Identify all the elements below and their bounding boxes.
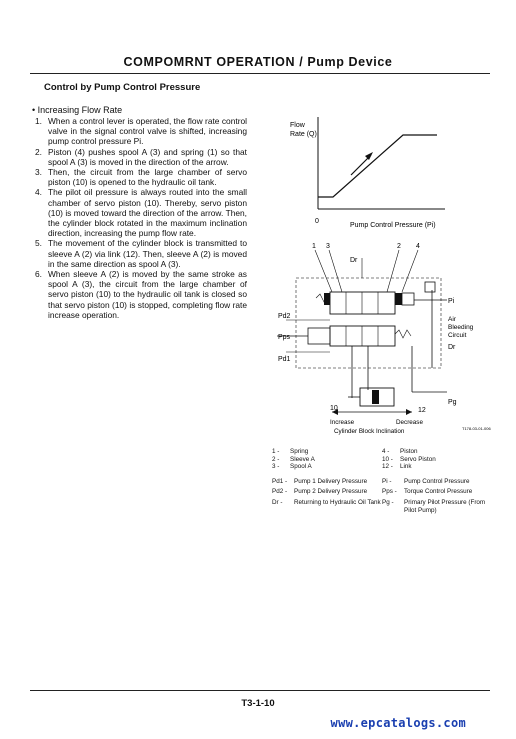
figure-id: T178-03-01-006 <box>462 426 491 431</box>
callout-pd1: Pd1 <box>278 356 291 363</box>
decrease-label: Decrease <box>396 419 423 426</box>
increase-label: Increase <box>330 419 355 426</box>
step-text: Piston (4) pushes spool A (3) and spring (1) so that spool A (3) is moved in the direction of the arrow. <box>48 146 247 167</box>
header-rule <box>30 73 490 74</box>
legend-row <box>272 499 492 514</box>
legend-value: Link <box>400 463 412 471</box>
page-title: COMPOMRNT OPERATION / Pump Device <box>123 55 393 69</box>
legend-key: Pi - <box>382 477 392 485</box>
step-text: The movement of the cylinder block is transmitted to sleeve A (2) via link (12). Then, sleeve A (2) is moved in the same direction as spool A (3). <box>48 238 247 269</box>
flow-rate-graph <box>285 115 495 235</box>
legend-key: Pd2 - <box>272 488 288 496</box>
flow-curve <box>318 135 437 197</box>
step-item <box>35 116 247 147</box>
graph-y-label: Flow <box>290 122 305 129</box>
callout-pi: Pi <box>448 298 455 305</box>
step-item <box>35 269 247 320</box>
graph-x-label: Pump Control Pressure (Pi) <box>350 222 436 229</box>
callout-dr-top: Dr <box>350 257 358 264</box>
step-text: The pilot oil pressure is always routed into the small chamber of servo piston (10). Thereby, servo piston (10) is moved toward the direction of the arrow. Then, the cylinder block rotated in the maximum inclination direction, increasing the pump flow rate. <box>48 187 247 239</box>
legend-value: Sleeve A <box>290 455 315 463</box>
legend-row <box>272 456 492 464</box>
page-number: T3-1-10 <box>241 698 275 709</box>
step-number: 4. <box>35 187 42 198</box>
legend-key: Dr - <box>272 498 283 506</box>
legend-key: Pps - <box>382 488 397 496</box>
step-item <box>35 187 247 238</box>
regulator-housing <box>296 278 441 368</box>
legend-key: Pg - <box>382 498 394 506</box>
legend-value: Pump Control Pressure <box>404 477 470 485</box>
step-text: When a control lever is operated, the flow rate control valve in the signal control valve is shifted, increasing pump control pressure Pi. <box>48 116 247 147</box>
legend-row <box>272 488 492 496</box>
callout-pps: Pps <box>278 334 291 341</box>
callout-pg: Pg <box>448 399 457 406</box>
graph-origin: 0 <box>315 218 319 225</box>
legend-row <box>272 448 492 456</box>
legend-value: Servo Piston <box>400 455 436 463</box>
callout-10: 10 <box>330 405 338 412</box>
graph-y-label: Rate (Q) <box>290 131 317 138</box>
legend-row <box>272 478 492 486</box>
step-number: 6. <box>35 269 42 280</box>
legend-key: 1 - <box>272 448 280 455</box>
callout-bleeding: Bleeding <box>448 324 474 331</box>
callout-2: 2 <box>397 243 401 250</box>
legend-value: Returning to Hydraulic Oil Tank <box>294 498 381 506</box>
footer-rule <box>30 690 490 691</box>
step-item <box>35 238 247 269</box>
cylinder-caption: Cylinder Block Inclination <box>334 428 405 435</box>
legend-value: Pump 1 Delivery Pressure <box>294 477 368 485</box>
step-number: 1. <box>35 116 42 126</box>
step-number: 3. <box>35 167 42 178</box>
callout-air: Air <box>448 316 456 323</box>
legend-key: Pd1 - <box>272 477 288 485</box>
legend-value: Torque Control Pressure <box>404 488 473 496</box>
legend-value: Primary Pilot Pressure (From Pilot Pump) <box>404 498 486 514</box>
step-number: 2. <box>35 146 42 157</box>
legend-value: Pump 2 Delivery Pressure <box>294 488 368 496</box>
legend-value: Spring <box>290 448 309 455</box>
step-text: Then, the circuit from the large chamber of servo piston (10) is opened to the hydraulic oil tank. <box>48 167 247 188</box>
legend-key: 10 - <box>382 455 393 463</box>
legend-key: 12 - <box>382 463 393 471</box>
section-heading: Control by Pump Control Pressure <box>44 82 201 93</box>
legend-value: Piston <box>400 448 418 455</box>
callout-dr-right: Dr <box>448 344 456 351</box>
callout-4: 4 <box>416 243 420 250</box>
step-text: When sleeve A (2) is moved by the same stroke as spool A (3), the circuit from the large chamber of servo piston (10) to the hydraulic oil tank is closed so that servo piston (10) is stopped, completing flow rate increase operation. <box>48 269 247 320</box>
step-number: 5. <box>35 238 42 249</box>
step-item <box>35 167 247 187</box>
callout-pd2: Pd2 <box>278 313 291 320</box>
legend <box>272 448 492 514</box>
step-list <box>35 116 247 320</box>
regulator-schematic <box>272 240 492 440</box>
legend-key: 3 - <box>272 463 280 471</box>
legend-key: 4 - <box>382 448 390 455</box>
legend-value: Spool A <box>290 463 312 471</box>
callout-1: 1 <box>312 243 316 250</box>
legend-row <box>272 463 492 471</box>
callout-12: 12 <box>418 407 426 414</box>
lower-spool-valve <box>330 326 395 346</box>
callout-3: 3 <box>326 243 330 250</box>
step-item <box>35 147 247 167</box>
website-link[interactable]: www.epcatalogs.com <box>330 716 466 730</box>
callout-circuit: Circuit <box>448 332 467 339</box>
spool-valve <box>330 292 395 314</box>
bullet-heading: • Increasing Flow Rate <box>32 105 123 115</box>
arrow-head <box>365 152 373 160</box>
legend-key: 2 - <box>272 455 280 463</box>
